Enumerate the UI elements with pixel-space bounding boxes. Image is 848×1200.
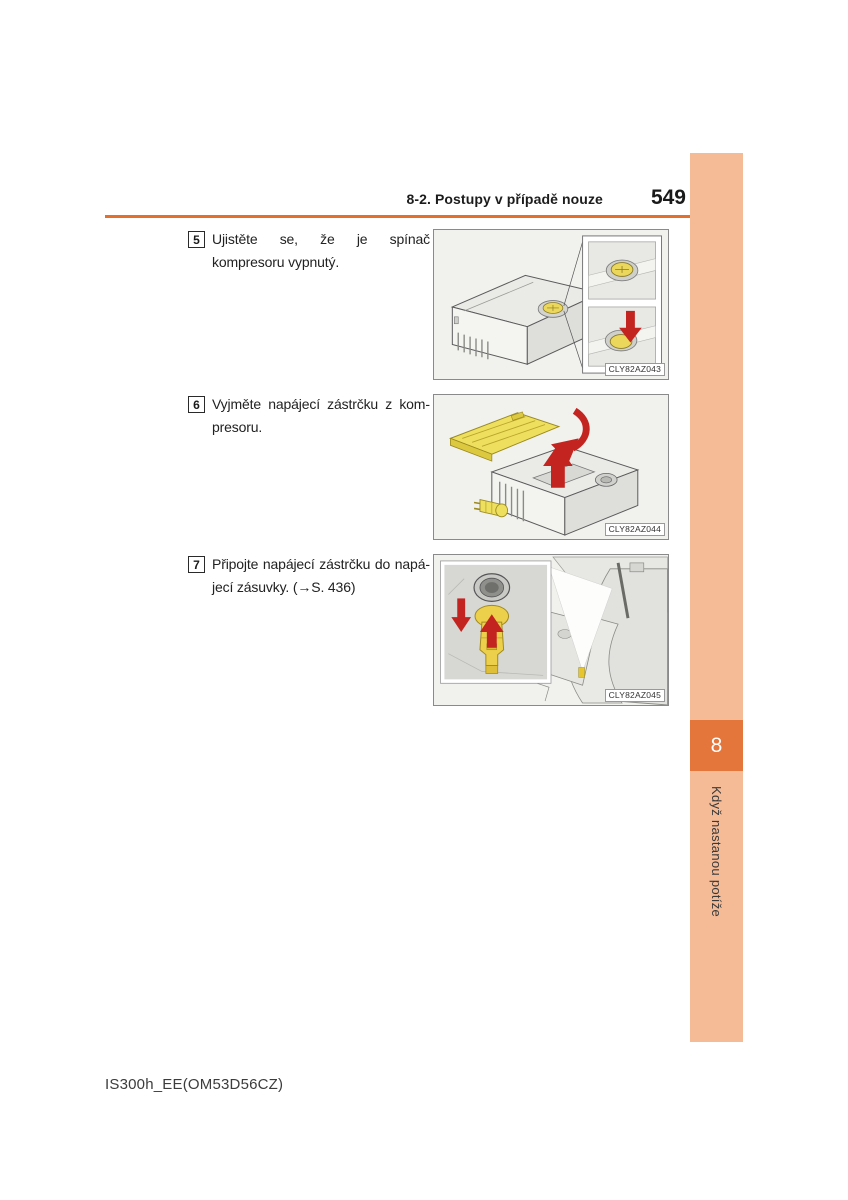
step-text-7: Připojte napájecí zástrčku do napájecí zásuvky. (→S. 436) <box>212 556 430 595</box>
outlet-location-marker <box>579 668 585 678</box>
step-text-5: Ujistěte se, že je spínač kompresoru vypnutý. <box>212 231 430 270</box>
power-outlet <box>474 574 510 602</box>
compressor-switch-illustration <box>434 230 668 379</box>
figure-caption: CLY82AZ044 <box>605 523 665 536</box>
page-header <box>105 186 686 210</box>
section-title: 8-2. Postupy v případě nouze <box>406 191 603 207</box>
outlet-inset <box>440 561 551 683</box>
compressor-switch <box>538 301 568 318</box>
step-number-7: 7 <box>188 556 205 573</box>
compressor-body <box>452 275 600 364</box>
figure-power-outlet-connection <box>433 554 669 706</box>
figure-compressor-switch <box>433 229 669 380</box>
figure-compressor-plug-removal <box>433 394 669 540</box>
step-number-5: 5 <box>188 231 205 248</box>
switch-inset <box>583 236 662 373</box>
step-text-6: Vyjměte napájecí zástrčku z kompresoru. <box>212 396 430 435</box>
chapter-title-vertical-wrap <box>690 786 743 1086</box>
header-rule <box>105 215 743 218</box>
chapter-number-badge: 8 <box>690 720 743 771</box>
figure-caption: CLY82AZ043 <box>605 363 665 376</box>
compressor-open-lid-illustration <box>434 395 668 539</box>
step-number-6: 6 <box>188 396 205 413</box>
figure-caption: CLY82AZ045 <box>605 689 665 702</box>
document-code: IS300h_EE(OM53D56CZ) <box>105 1076 284 1093</box>
car-interior-outlet-illustration <box>434 555 668 705</box>
page-number: 549 <box>650 186 686 209</box>
chapter-title-vertical: Když nastanou potíže <box>709 786 724 918</box>
